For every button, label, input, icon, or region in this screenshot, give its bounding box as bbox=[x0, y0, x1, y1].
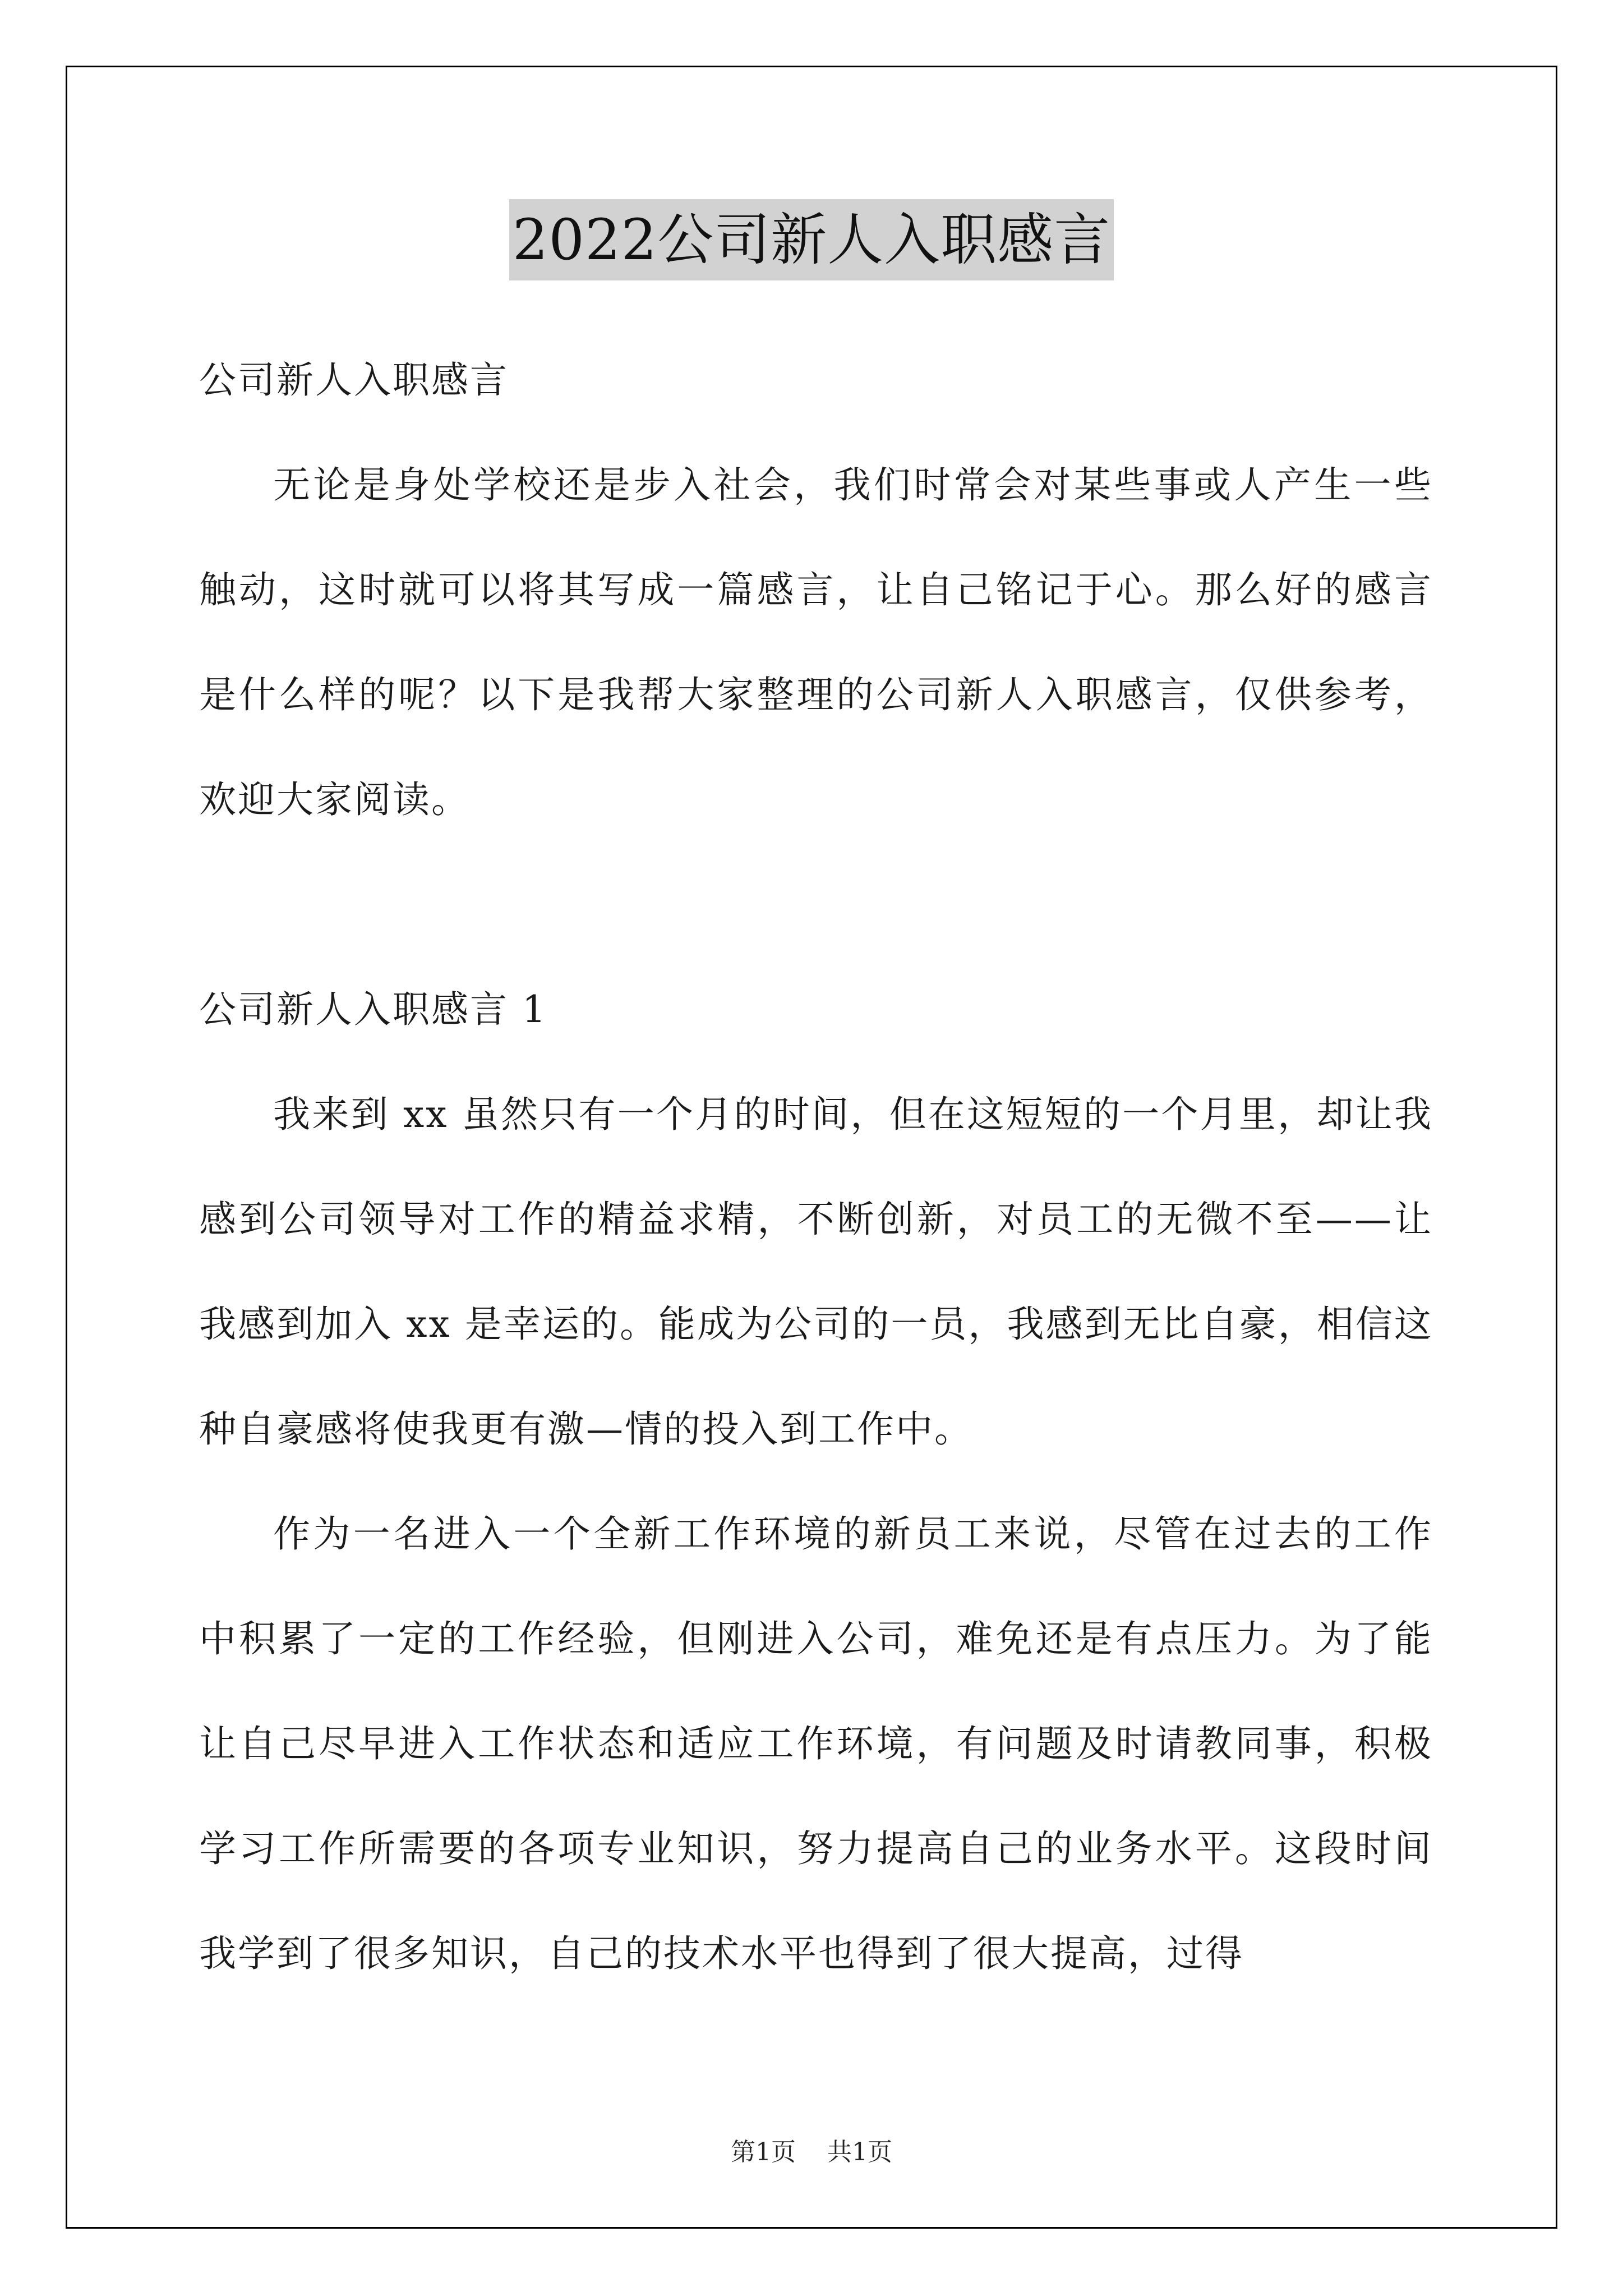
body-paragraph-2: 作为一名进入一个全新工作环境的新员工来说，尽管在过去的工作中积累了一定的工作经验，但刚进入公司，难免还是有点压力。为了能让自己尽早进入工作状态和适应工作环境，有问题及时请教同事，积极学习工作所需要的各项专业知识，努力提高自己的业务水平。这段时间我学到了很多知识，自己的技术水平也得到了很大提高，过得 bbox=[199, 1512, 1433, 1975]
section-body bbox=[199, 957, 1433, 2006]
page-number: 第1页 共1页 bbox=[731, 2138, 892, 2166]
intro-paragraph: 无论是身处学校还是步入社会，我们时常会对某些事或人产生一些触动，这时就可以将其写成一篇感言，让自己铭记于心。那么好的感言是什么样的呢？以下是我帮大家整理的公司新人入职感言，仅供参考，欢迎大家阅读。 bbox=[199, 463, 1433, 821]
subtitle-line: 公司新人入职感言 bbox=[199, 358, 509, 402]
page-footer bbox=[0, 2132, 1623, 2168]
document-title: 2022公司新人入职感言 bbox=[509, 199, 1114, 280]
section-heading: 公司新人入职感言 1 bbox=[199, 988, 547, 1031]
document-body bbox=[199, 328, 1433, 852]
title-block bbox=[0, 199, 1623, 280]
body-paragraph-1: 我来到 xx 虽然只有一个月的时间，但在这短短的一个月里，却让我感到公司领导对工作的精益求精，不断创新，对员工的无微不至——让我感到加入 xx 是幸运的。能成为公司的一员，我感到无比自豪，相信这种自豪感将使我更有激—情的投入到工作中。 bbox=[199, 1093, 1433, 1451]
